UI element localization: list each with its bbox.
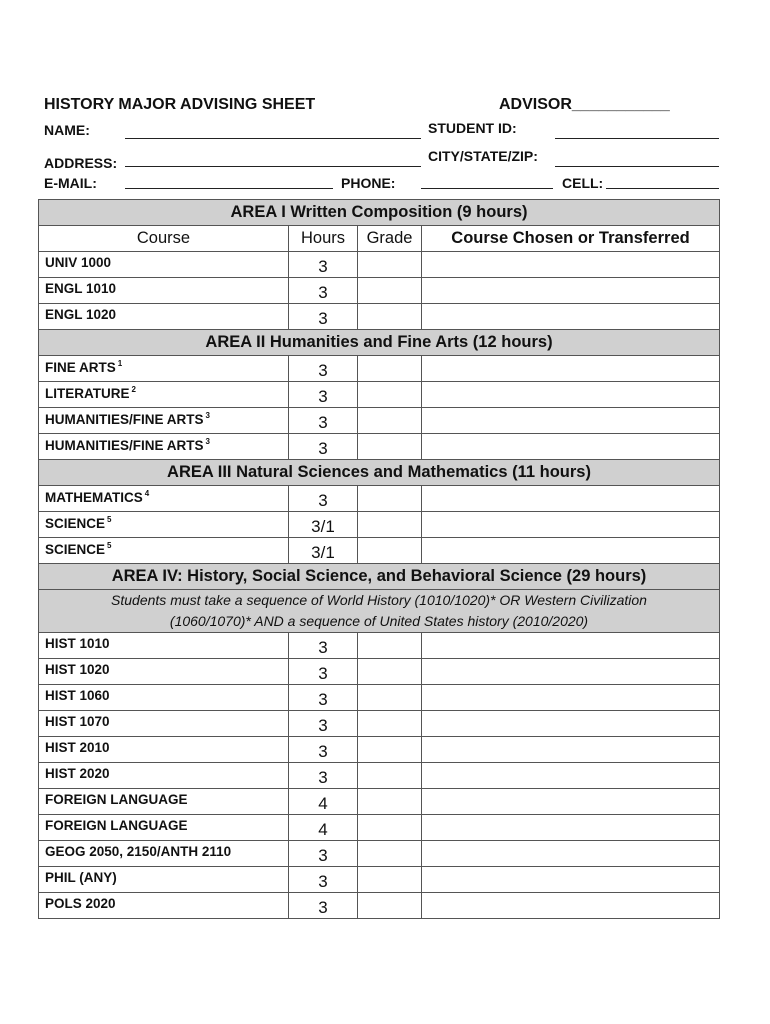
grade-cell[interactable]	[358, 408, 422, 434]
course-table	[38, 199, 720, 919]
course-name: ENGL 1020	[45, 307, 117, 322]
column-header-hours: Hours	[289, 226, 358, 252]
hours-cell: 3	[289, 486, 358, 512]
area-title: AREA I Written Composition (9 hours)	[39, 200, 720, 226]
course-cell	[39, 356, 289, 382]
table-row	[39, 763, 720, 789]
course-chosen-cell[interactable]	[422, 737, 720, 763]
course-chosen-cell[interactable]	[422, 512, 720, 538]
course-chosen-cell[interactable]	[422, 659, 720, 685]
course-cell	[39, 685, 289, 711]
grade-cell[interactable]	[358, 304, 422, 330]
course-cell	[39, 486, 289, 512]
grade-cell[interactable]	[358, 633, 422, 659]
grade-cell[interactable]	[358, 737, 422, 763]
table-row	[39, 685, 720, 711]
course-cell	[39, 815, 289, 841]
grade-cell[interactable]	[358, 486, 422, 512]
area-header-row	[39, 564, 720, 590]
table-row	[39, 356, 720, 382]
course-name: HIST 1060	[45, 688, 110, 703]
area-header-row	[39, 460, 720, 486]
hours-cell: 3	[289, 685, 358, 711]
column-header-course: Course	[39, 226, 289, 252]
phone-field[interactable]	[421, 188, 553, 189]
course-cell	[39, 789, 289, 815]
course-name: HUMANITIES/FINE ARTS	[45, 412, 204, 427]
course-name: HIST 1010	[45, 636, 110, 651]
table-row	[39, 815, 720, 841]
course-chosen-cell[interactable]	[422, 382, 720, 408]
course-cell	[39, 382, 289, 408]
title-row	[38, 94, 719, 118]
course-name: FINE ARTS	[45, 360, 116, 375]
course-chosen-cell[interactable]	[422, 633, 720, 659]
column-header-chosen: Course Chosen or Transferred	[422, 226, 720, 252]
course-name: LITERATURE	[45, 386, 130, 401]
name-label: NAME:	[44, 122, 90, 138]
hours-cell: 4	[289, 789, 358, 815]
table-row	[39, 304, 720, 330]
course-name: GEOG 2050, 2150/ANTH 2110	[45, 844, 232, 859]
course-chosen-cell[interactable]	[422, 841, 720, 867]
grade-cell[interactable]	[358, 841, 422, 867]
grade-cell[interactable]	[358, 815, 422, 841]
course-chosen-cell[interactable]	[422, 538, 720, 564]
area-title: AREA III Natural Sciences and Mathematics (11 hours)	[39, 460, 720, 486]
table-row	[39, 486, 720, 512]
course-name: SCIENCE	[45, 542, 106, 557]
grade-cell[interactable]	[358, 763, 422, 789]
course-cell	[39, 252, 289, 278]
grade-cell[interactable]	[358, 867, 422, 893]
hours-cell: 3	[289, 763, 358, 789]
hours-cell: 3	[289, 737, 358, 763]
table-row	[39, 512, 720, 538]
hours-cell: 3	[289, 893, 358, 919]
area-header-row	[39, 200, 720, 226]
course-cell	[39, 633, 289, 659]
course-chosen-cell[interactable]	[422, 789, 720, 815]
grade-cell[interactable]	[358, 356, 422, 382]
city-state-zip-label: CITY/STATE/ZIP:	[428, 148, 538, 164]
hours-cell: 3	[289, 867, 358, 893]
table-row	[39, 789, 720, 815]
hours-cell: 3/1	[289, 512, 358, 538]
course-name: FOREIGN LANGUAGE	[45, 792, 188, 807]
advising-sheet	[38, 94, 719, 919]
course-name: SCIENCE	[45, 516, 106, 531]
grade-cell[interactable]	[358, 252, 422, 278]
table-row	[39, 841, 720, 867]
area-note-line: (1060/1070)* AND a sequence of United States history (2010/2020)	[169, 613, 589, 629]
hours-cell: 3	[289, 278, 358, 304]
hours-cell: 3	[289, 659, 358, 685]
course-name: HIST 2010	[45, 740, 110, 755]
hours-cell: 4	[289, 815, 358, 841]
course-name: HIST 1020	[45, 662, 110, 677]
course-name: ENGL 1010	[45, 281, 117, 296]
student-info	[38, 118, 719, 199]
area-note-row	[39, 590, 720, 633]
cell-label: CELL:	[562, 175, 604, 191]
course-name: HIST 2020	[45, 766, 110, 781]
hours-cell: 3	[289, 356, 358, 382]
grade-cell[interactable]	[358, 711, 422, 737]
grade-cell[interactable]	[358, 659, 422, 685]
student-id-field[interactable]	[555, 138, 719, 139]
hours-cell: 3	[289, 434, 358, 460]
table-row	[39, 278, 720, 304]
advisor-label: ADVISOR___________	[499, 96, 670, 113]
footnote-marker: 3	[205, 437, 210, 446]
course-cell	[39, 512, 289, 538]
course-chosen-cell[interactable]	[422, 685, 720, 711]
course-name: PHIL (ANY)	[45, 870, 117, 885]
course-cell	[39, 867, 289, 893]
email-field[interactable]	[125, 188, 333, 189]
table-row	[39, 408, 720, 434]
phone-label: PHONE:	[341, 175, 396, 191]
hours-cell: 3	[289, 382, 358, 408]
page-title: HISTORY MAJOR ADVISING SHEET	[44, 96, 316, 113]
course-chosen-cell[interactable]	[422, 711, 720, 737]
course-chosen-cell[interactable]	[422, 434, 720, 460]
course-cell	[39, 841, 289, 867]
course-name: UNIV 1000	[45, 255, 112, 270]
course-chosen-cell[interactable]	[422, 408, 720, 434]
course-chosen-cell[interactable]	[422, 815, 720, 841]
table-row	[39, 737, 720, 763]
course-name: FOREIGN LANGUAGE	[45, 818, 188, 833]
grade-cell[interactable]	[358, 538, 422, 564]
cell-field[interactable]	[606, 188, 719, 189]
footnote-marker: 2	[131, 385, 136, 394]
area-title: AREA II Humanities and Fine Arts (12 hours)	[39, 330, 720, 356]
table-row	[39, 633, 720, 659]
table-row	[39, 382, 720, 408]
hours-cell: 3	[289, 408, 358, 434]
city-state-zip-field[interactable]	[555, 166, 719, 167]
course-chosen-cell[interactable]	[422, 304, 720, 330]
course-cell	[39, 893, 289, 919]
grade-cell[interactable]	[358, 789, 422, 815]
grade-cell[interactable]	[358, 434, 422, 460]
course-chosen-cell[interactable]	[422, 356, 720, 382]
name-field[interactable]	[125, 138, 421, 139]
address-field[interactable]	[125, 166, 421, 167]
course-chosen-cell[interactable]	[422, 252, 720, 278]
course-name: HIST 1070	[45, 714, 110, 729]
table-row	[39, 893, 720, 919]
hours-cell: 3	[289, 841, 358, 867]
grade-cell[interactable]	[358, 685, 422, 711]
hours-cell: 3	[289, 304, 358, 330]
course-cell	[39, 711, 289, 737]
course-chosen-cell[interactable]	[422, 893, 720, 919]
course-cell	[39, 763, 289, 789]
table-row	[39, 538, 720, 564]
course-chosen-cell[interactable]	[422, 278, 720, 304]
table-row	[39, 659, 720, 685]
student-id-label: STUDENT ID:	[428, 120, 517, 136]
grade-cell[interactable]	[358, 512, 422, 538]
hours-cell: 3	[289, 711, 358, 737]
course-name: HUMANITIES/FINE ARTS	[45, 438, 204, 453]
footnote-marker: 4	[144, 489, 150, 498]
course-chosen-cell[interactable]	[422, 486, 720, 512]
course-cell	[39, 659, 289, 685]
area-title: AREA IV: History, Social Science, and Behavioral Science (29 hours)	[39, 564, 720, 590]
course-chosen-cell[interactable]	[422, 867, 720, 893]
course-cell	[39, 538, 289, 564]
column-header-grade: Grade	[358, 226, 422, 252]
hours-cell: 3	[289, 633, 358, 659]
table-row	[39, 711, 720, 737]
email-label: E-MAIL:	[44, 175, 97, 191]
area-note	[39, 590, 720, 633]
course-name: MATHEMATICS	[45, 490, 143, 505]
area-note-line: Students must take a sequence of World History (1010/1020)* OR Western Civilization	[111, 592, 647, 608]
table-row	[39, 252, 720, 278]
course-name: POLS 2020	[45, 896, 116, 911]
grade-cell[interactable]	[358, 278, 422, 304]
footnote-marker: 5	[107, 515, 112, 524]
course-chosen-cell[interactable]	[422, 763, 720, 789]
hours-cell: 3/1	[289, 538, 358, 564]
course-cell	[39, 737, 289, 763]
course-cell	[39, 408, 289, 434]
area-header-row	[39, 330, 720, 356]
table-row	[39, 867, 720, 893]
address-label: ADDRESS:	[44, 155, 118, 171]
footnote-marker: 3	[205, 411, 210, 420]
grade-cell[interactable]	[358, 382, 422, 408]
hours-cell: 3	[289, 252, 358, 278]
grade-cell[interactable]	[358, 893, 422, 919]
table-row	[39, 434, 720, 460]
course-cell	[39, 304, 289, 330]
footnote-marker: 1	[117, 359, 123, 368]
column-header-row	[39, 226, 720, 252]
course-cell	[39, 434, 289, 460]
course-cell	[39, 278, 289, 304]
footnote-marker: 5	[107, 541, 112, 550]
